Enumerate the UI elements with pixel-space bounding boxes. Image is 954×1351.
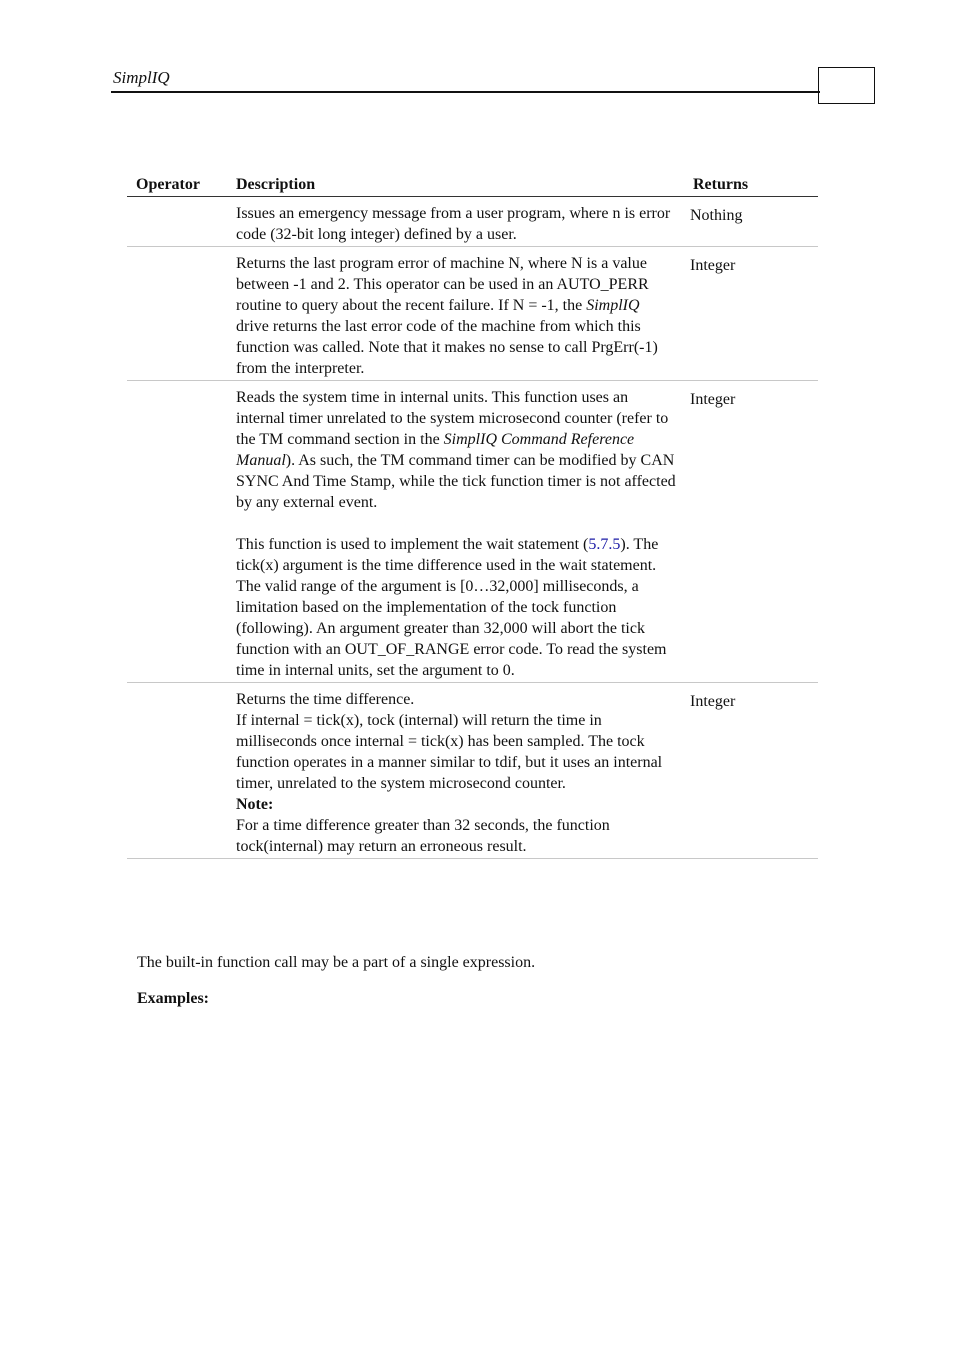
description-text: ). The tick(x) argument is the time difference used in the wait statement. The valid range of the argument is [0…32,000] milliseconds, a limitation based on the implementation of the tock function (following). An argument greater than 32,000 will abort the tick function with an OUT_OF_RANGE error code. To read the system time in internal units, set the argument to 0. (236, 536, 667, 679)
row-description (236, 683, 676, 858)
brand-name: SimplIQ (443, 431, 497, 448)
header-description: Description (236, 176, 316, 193)
row-description (236, 381, 676, 682)
description-text: Issues an emergency message from a user program, where n is error code (32-bit long integer) defined by a user. (236, 205, 671, 243)
table-row (127, 381, 818, 683)
table-row (127, 683, 818, 859)
functions-table (127, 175, 818, 859)
row-description (236, 247, 676, 380)
row-returns: Nothing (690, 207, 743, 224)
description-text: Returns the last program error of machine N, where N is a value between -1 and 2. This operator can be used in an AUTO_PERR routine to query about the recent failure. If N = -1, the (236, 255, 649, 314)
row-description (236, 197, 676, 246)
header-returns: Returns (693, 176, 749, 193)
note-label: Note: (236, 796, 274, 813)
table-row (127, 197, 818, 247)
header-rule (111, 91, 820, 93)
page-number-box (818, 67, 875, 104)
body-paragraph: The built-in function call may be a part of a single expression. (137, 954, 536, 971)
description-text: This function is used to implement the wait statement ( (236, 536, 589, 553)
description-text: ). As such, the TM command timer can be modified by CAN SYNC And Time Stamp, while the tick function timer is not affected by any external event. (236, 452, 676, 511)
table-header-row (127, 175, 818, 197)
description-text: If internal = tick(x), tock (internal) will return the time in milliseconds once internal = tick(x) has been sampled. The tock function operates in a manner similar to tdif, but it uses an internal timer, unrelated to the system microsecond counter. (236, 712, 663, 792)
section-link[interactable]: 5.7.5 (588, 536, 621, 553)
row-returns: Integer (690, 391, 736, 408)
row-returns: Integer (690, 257, 736, 274)
table-row (127, 247, 818, 381)
header-operator: Operator (136, 176, 200, 193)
note-text: For a time difference greater than 32 seconds, the function tock(internal) may return an erroneous result. (236, 817, 610, 855)
description-text: Reads the system time in internal units. This function uses an internal timer unrelated to the system microsecond counter (refer to the TM command section in the (236, 389, 669, 448)
running-header-title: SimplIQ (113, 68, 170, 87)
brand-name: SimplIQ (586, 297, 640, 314)
examples-heading: Examples: (137, 990, 209, 1007)
description-text: Returns the time difference. (236, 691, 415, 708)
description-text: drive returns the last error code of the machine from which this function was called. Note that it makes no sense to call PrgErr(-1) from the interpreter. (236, 318, 658, 377)
manual-title: Command Reference Manual (236, 431, 635, 469)
row-returns: Integer (690, 693, 736, 710)
